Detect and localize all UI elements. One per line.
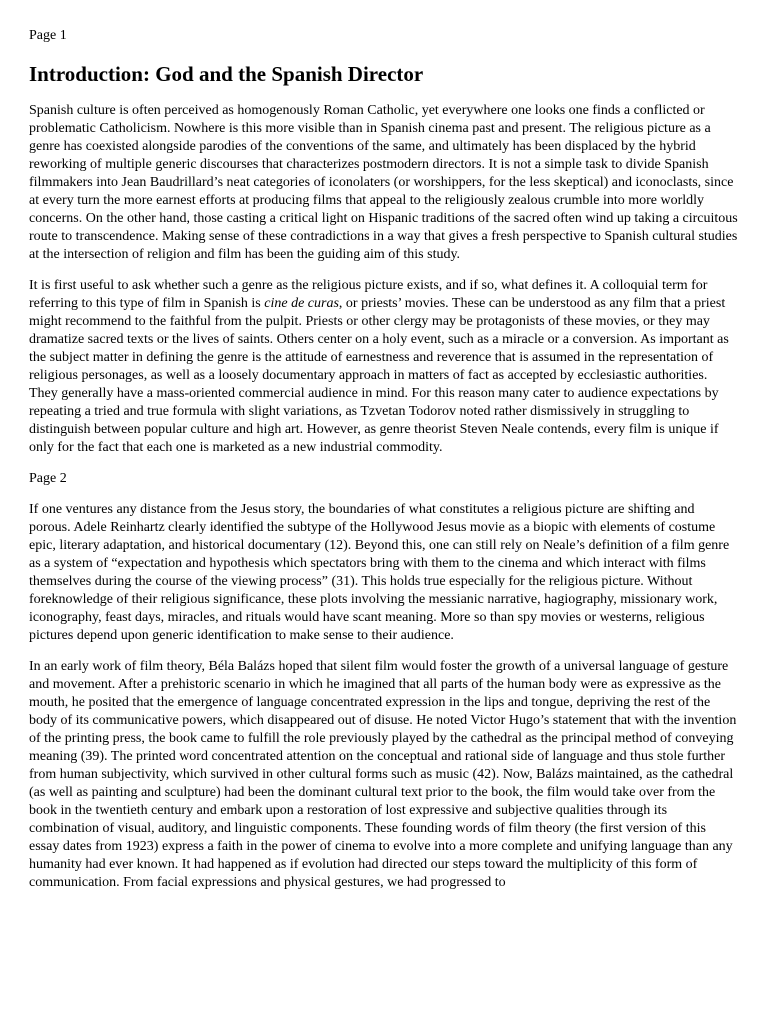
paragraph-1: Spanish culture is often perceived as homogenously Roman Catholic, yet everywhere one looks one finds a conflicted or problematic Catholicism. Nowhere is this more visible than in Spanish cinema past and present. The religious picture as a genre has coexisted alongside parodies of the conventions of the same, and ultimately has been displaced by the hybrid reworking of multiple generic discourses that characterizes postmodern directors. It is not a simple task to divide Spanish filmmakers into Jean Baudrillard’s neat categories of iconolaters (or worshippers, for the less skeptical) and iconoclasts, since at every turn the more earnest efforts at producing films that appeal to the religiously zealous crumble into more worldly concerns. On the other hand, those casting a critical light on Hispanic traditions of the sacred often wind up taking a circuitous route to transcendence. Making sense of these contradictions in a way that gives a fresh perspective to Spanish cultural studies at the intersection of religion and film has been the guiding aim of this study. [29, 103, 738, 262]
page-number-label-2: Page 2 [29, 471, 67, 486]
paragraph-2-italic-term: cine de curas [264, 296, 339, 311]
paragraph-2 [29, 277, 738, 457]
chapter-title: Introduction: God and the Spanish Director [29, 62, 424, 86]
paragraph-2-part-b: , or priests’ movies. These can be understood as any film that a priest might recommend to the faithful from the pulpit. Priests or other clergy may be protagonists of these movies, or they may dramatize sacred texts or the lives of saints. Others center on a holy event, such as a miracle or a conversion. As important as the subject matter in defining the genre is the attitude of earnestness and reverence that is assumed in the representation of religious personages, as well as a loosely documentary approach in matters of fact as accepted by ecclesiastic authorities. They generally have a mass-oriented commercial audience in mind. For this reason many cater to audience expectations by repeating a tried and true formula with slight variations, as Tzvetan Todorov noted rather dismissively in struggling to distinguish between popular culture and high art. However, as genre theorist Steven Neale contends, every film is unique if only for the fact that each one is marketed as a new industrial commodity. [29, 296, 729, 455]
paragraph-2-part-a: It is first useful to ask whether such a genre as the religious picture exists, and if so, what defines it. A colloquial term for referring to this type of film in Spanish is [29, 278, 708, 311]
page-number-label: Page 1 [29, 28, 67, 43]
paragraph-3: If one ventures any distance from the Jesus story, the boundaries of what constitutes a religious picture are shifting and porous. Adele Reinhartz clearly identified the subtype of the Hollywood Jesus movie as a biopic with elements of costume epic, literary adaptation, and historical documentary (12). Beyond this, one can still rely on Neale’s definition of a film genre as a system of “expectation and hypothesis which spectators bring with them to the cinema and which interact with films themselves during the course of the viewing process” (31). This holds true especially for the religious picture. Without foreknowledge of their religious significance, these plots involving the messianic narrative, hagiography, missionary work, iconography, feast days, miracles, and rituals would have scant meaning. More so than spy movies or westerns, religious pictures depend upon generic identification to make sense to their audience. [29, 502, 730, 643]
paragraph-4: In an early work of film theory, Béla Balázs hoped that silent film would foster the growth of a universal language of gesture and movement. After a prehistoric scenario in which he imagined that all parts of the human body were as expressive as the mouth, he posited that the emergence of language concentrated expression in the lips and tongue, depriving the rest of the body of its communicative powers, which disappeared out of disuse. He noted Victor Hugo’s statement that with the invention of the printing press, the book came to fulfill the role previously played by the cathedral as the principal method of conveying meaning (39). The printed word concentrated attention on the conceptual and rational side of language and thus stole further from human subjectivity, which survived in other cultural forms such as music (42). Now, Balázs maintained, as the cathedral (as well as painting and sculpture) had been the dominant cultural text prior to the book, the film would take over from the book in the twentieth century and embark upon a restoration of lost expressive and subjective qualities through its combination of visual, auditory, and linguistic components. These founding words of film theory (the first version of this essay dates from 1923) express a faith in the power of cinema to evolve into a more complete and unifying language than any humanity had ever known. It had happened as if evolution had directed our steps toward the multiplicity of this form of communication. From facial expressions and physical gestures, we had progressed to [29, 659, 737, 890]
